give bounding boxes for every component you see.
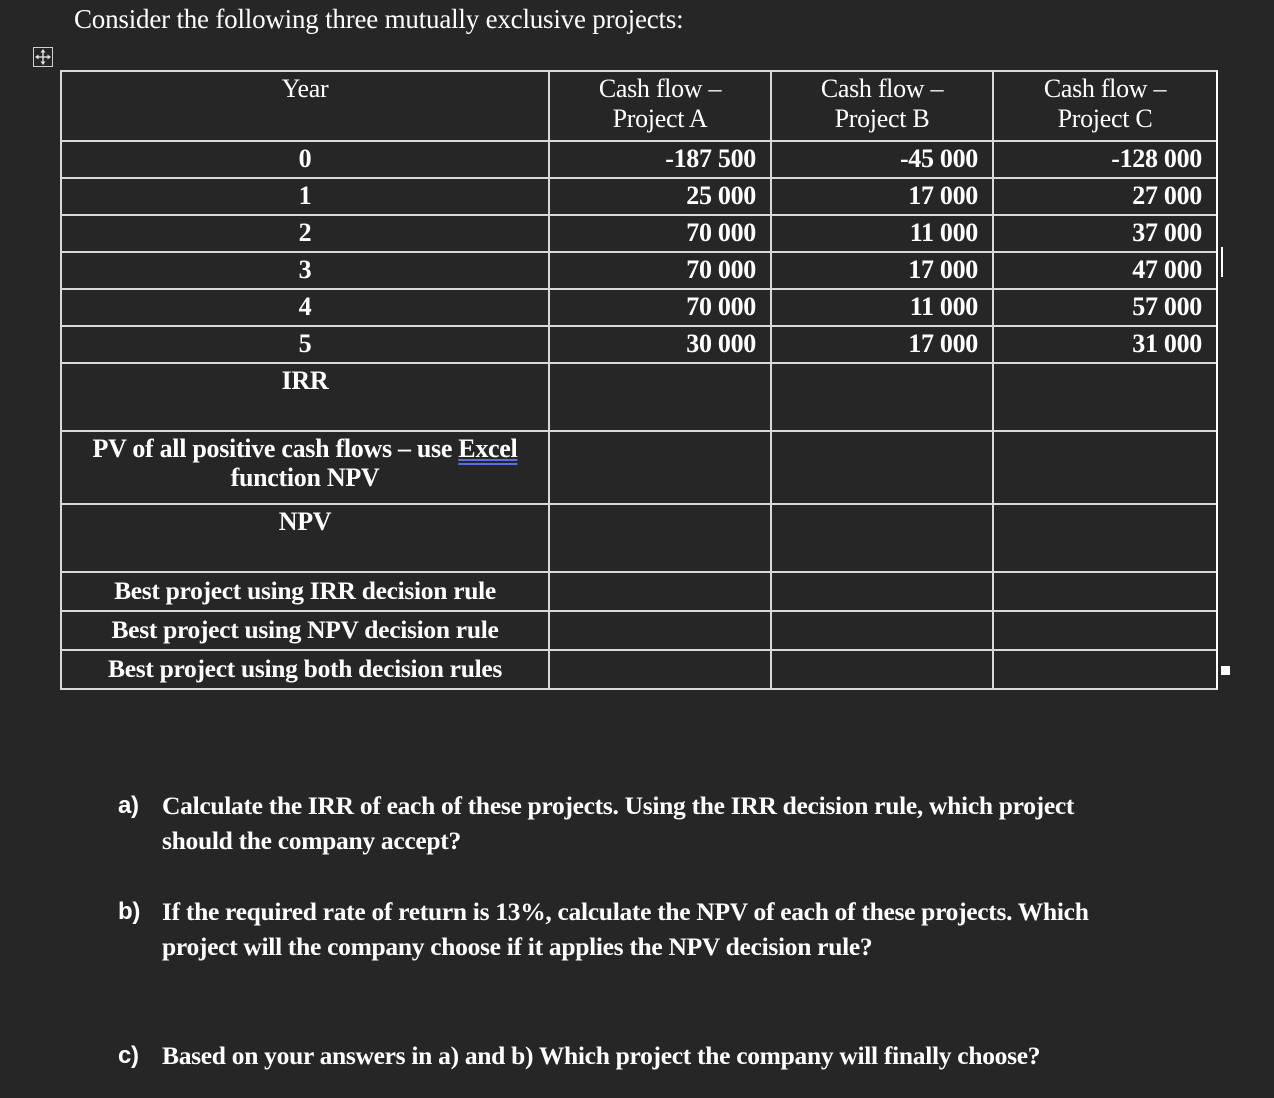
project-b-cell[interactable]: 17 000 (772, 253, 994, 290)
table-row (62, 216, 1216, 253)
project-a-pv-cell[interactable] (550, 432, 772, 505)
best-both-cell[interactable] (550, 651, 772, 688)
question-b (118, 894, 1089, 964)
project-c-cell[interactable]: 47 000 (994, 253, 1216, 290)
text-cursor (1221, 247, 1223, 277)
pv-label-function: function NPV (230, 463, 380, 492)
question-c-label: c) (118, 1042, 139, 1069)
best-both-label[interactable]: Best project using both decision rules (62, 651, 550, 688)
project-c-npv-cell[interactable] (994, 505, 1216, 573)
table-resize-handle[interactable] (1221, 666, 1230, 675)
table-row (62, 179, 1216, 216)
best-both-cell[interactable] (772, 651, 994, 688)
npv-label[interactable]: NPV (62, 505, 550, 573)
best-both-cell[interactable] (994, 651, 1216, 688)
year-cell[interactable]: 3 (62, 253, 550, 290)
project-b-pv-cell[interactable] (772, 432, 994, 505)
best-both-row (62, 651, 1216, 688)
year-cell[interactable]: 2 (62, 216, 550, 253)
question-a (118, 788, 1074, 858)
year-cell[interactable]: 0 (62, 142, 550, 179)
project-a-cell[interactable]: -187 500 (550, 142, 772, 179)
year-header[interactable]: Year (62, 72, 550, 142)
project-a-irr-cell[interactable] (550, 364, 772, 432)
table-row (62, 290, 1216, 327)
best-irr-cell[interactable] (772, 573, 994, 612)
npv-row (62, 505, 1216, 573)
project-c-header[interactable] (994, 72, 1216, 142)
project-a-cell[interactable]: 70 000 (550, 290, 772, 327)
question-c-line1: Based on your answers in a) and b) Which project the company will finally choose? (162, 1041, 1041, 1070)
project-b-cell[interactable]: -45 000 (772, 142, 994, 179)
irr-label[interactable]: IRR (62, 364, 550, 432)
project-c-cell[interactable]: 57 000 (994, 290, 1216, 327)
irr-row (62, 364, 1216, 432)
project-a-cell[interactable]: 30 000 (550, 327, 772, 364)
best-npv-row (62, 612, 1216, 651)
intro-text: Consider the following three mutually exclusive projects: (74, 4, 684, 34)
table-row (62, 327, 1216, 364)
best-irr-label[interactable]: Best project using IRR decision rule (62, 573, 550, 612)
year-cell[interactable]: 1 (62, 179, 550, 216)
question-a-line1: Calculate the IRR of each of these projects. Using the IRR decision rule, which project (162, 791, 1075, 820)
project-b-npv-cell[interactable] (772, 505, 994, 573)
project-a-npv-cell[interactable] (550, 505, 772, 573)
question-a-line2: should the company accept? (162, 826, 461, 855)
project-b-header-line2: Project B (834, 104, 930, 133)
cash-flow-table (60, 70, 1218, 690)
table-move-icon[interactable] (33, 47, 53, 67)
project-a-header-line1: Cash flow – (598, 74, 722, 103)
table-row (62, 142, 1216, 179)
year-cell[interactable]: 5 (62, 327, 550, 364)
table-row (62, 253, 1216, 290)
best-irr-cell[interactable] (550, 573, 772, 612)
table-header-row (62, 72, 1216, 142)
project-b-cell[interactable]: 17 000 (772, 179, 994, 216)
project-c-header-line1: Cash flow – (1043, 74, 1167, 103)
project-a-header[interactable] (550, 72, 772, 142)
project-c-header-line2: Project C (1057, 104, 1153, 133)
best-irr-row (62, 573, 1216, 612)
project-c-cell[interactable]: 27 000 (994, 179, 1216, 216)
pv-label-excel: Excel (458, 434, 518, 463)
question-b-line2: project will the company choose if it applies the NPV decision rule? (162, 932, 873, 961)
project-b-cell[interactable]: 17 000 (772, 327, 994, 364)
project-b-header[interactable] (772, 72, 994, 142)
project-b-cell[interactable]: 11 000 (772, 216, 994, 253)
project-c-cell[interactable]: -128 000 (994, 142, 1216, 179)
project-c-pv-cell[interactable] (994, 432, 1216, 505)
best-npv-cell[interactable] (994, 612, 1216, 651)
project-b-irr-cell[interactable] (772, 364, 994, 432)
question-a-label: a) (118, 792, 139, 819)
best-irr-cell[interactable] (994, 573, 1216, 612)
best-npv-cell[interactable] (772, 612, 994, 651)
project-c-cell[interactable]: 31 000 (994, 327, 1216, 364)
question-c (118, 1038, 1040, 1073)
project-a-cell[interactable]: 70 000 (550, 253, 772, 290)
pv-row (62, 432, 1216, 505)
project-b-header-line1: Cash flow – (820, 74, 944, 103)
project-a-cell[interactable]: 25 000 (550, 179, 772, 216)
project-c-cell[interactable]: 37 000 (994, 216, 1216, 253)
project-b-cell[interactable]: 11 000 (772, 290, 994, 327)
year-cell[interactable]: 4 (62, 290, 550, 327)
best-npv-label[interactable]: Best project using NPV decision rule (62, 612, 550, 651)
pv-label[interactable] (62, 432, 550, 505)
project-c-irr-cell[interactable] (994, 364, 1216, 432)
best-npv-cell[interactable] (550, 612, 772, 651)
question-b-label: b) (118, 898, 141, 925)
question-b-line1: If the required rate of return is 13%, calculate the NPV of each of these projects. Which (162, 897, 1089, 926)
pv-label-text: PV of all positive cash flows – use (92, 434, 459, 463)
project-a-cell[interactable]: 70 000 (550, 216, 772, 253)
project-a-header-line2: Project A (612, 104, 708, 133)
